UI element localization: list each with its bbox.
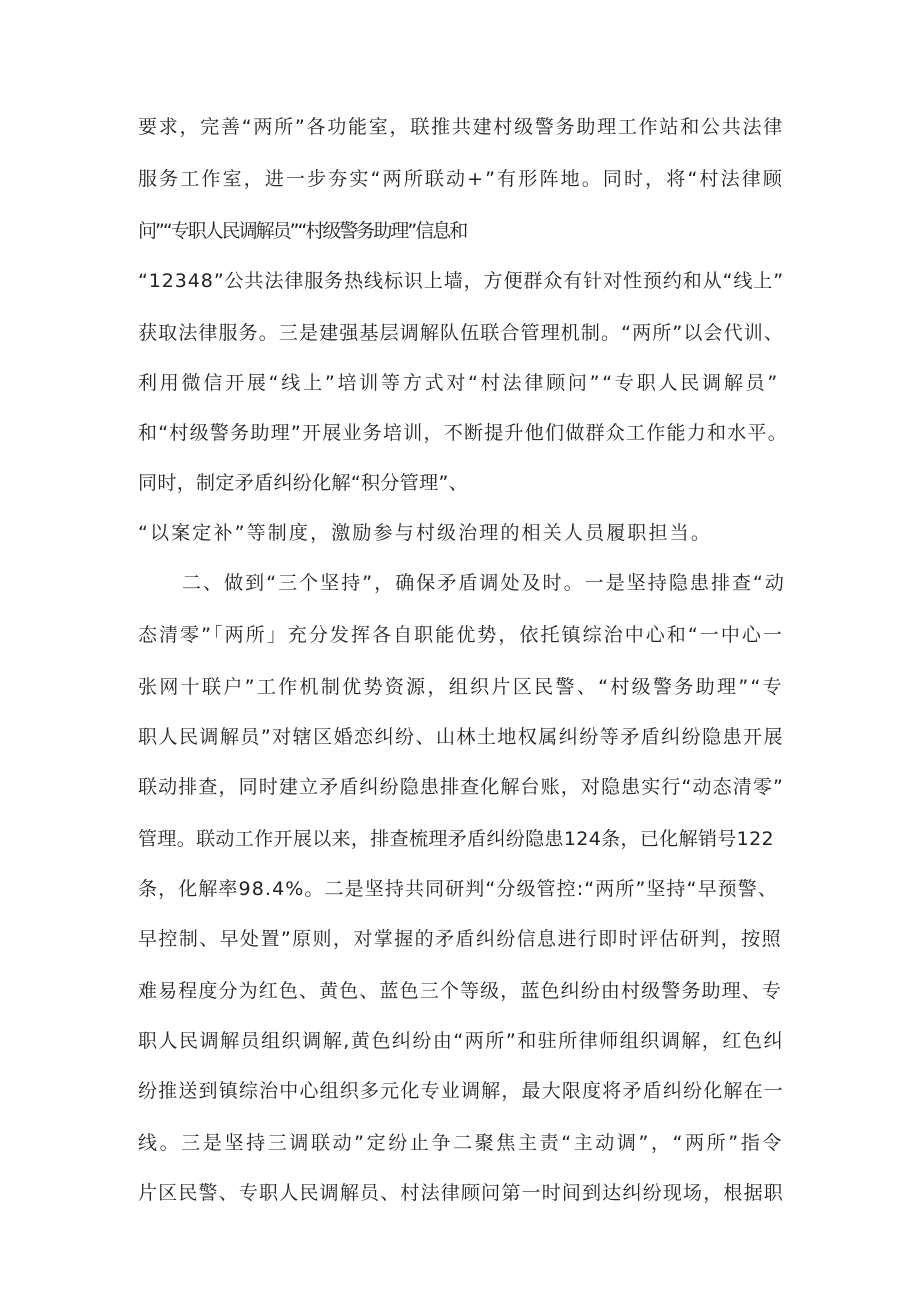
text-line: 管理。联动工作开展以来，排查梳理矛盾纠纷隐患124条，已化解销号122 (138, 828, 774, 850)
text-line: 线。三是坚持三调联动”定纷止争二聚焦主责“主动调”，“两所”指令 (138, 1132, 784, 1154)
text-line: 同时，制定矛盾纠纷化解“积分管理”、 (138, 472, 468, 494)
text-line: 职人民调解员组织调解,黄色纠纷由“两所”和驻所律师组织调解，红色纠 (138, 1030, 784, 1052)
text-line: 态清零”「两所」充分发挥各自职能优势，依托镇综治中心和“一中心一 (138, 624, 784, 646)
text-line: “以案定补”等制度，激励参与村级治理的相关人员履职担当。 (138, 522, 712, 544)
paragraph-first-line: 二、做到“三个坚持”，确保矛盾调处及时。一是坚持隐患排查“动 (182, 572, 786, 594)
text-line: 纷推送到镇综治中心组织多元化专业调解，最大限度将矛盾纠纷化解在一 (138, 1080, 784, 1102)
text-line: 和“村级警务助理”开展业务培训，不断提升他们做群众工作能力和水平。 (138, 422, 788, 444)
text-line: 联动排查，同时建立矛盾纠纷隐患排查化解台账，对隐患实行“动态清零” (138, 776, 784, 798)
text-line: 服务工作室，进一步夯实“两所联动+”有形阵地。同时，将“村法律顾 (138, 168, 784, 190)
text-line: 难易程度分为红色、黄色、蓝色三个等级，蓝色纠纷由村级警务助理、专 (138, 980, 782, 1002)
text-line: 条，化解率98.4%。二是坚持共同研判“分级管控:“两所”坚持“早预警、 (138, 878, 778, 900)
text-line: 要求，完善“两所”各功能室，联推共建村级警务助理工作站和公共法律 (138, 116, 784, 138)
text-line: 早控制、早处置”原则，对掌握的矛盾纠纷信息进行即时评估研判，按照 (138, 928, 782, 950)
text-line: 问”“专职人民调解员”“村级警务助理”信息和 (138, 220, 467, 242)
text-line: 职人民调解员”对辖区婚恋纠纷、山林土地权属纠纷等矛盾纠纷隐患开展 (138, 726, 784, 748)
text-line: 获取法律服务。三是建强基层调解队伍联合管理机制。“两所”以会代训、 (138, 322, 784, 344)
text-line: 张网十联户”工作机制优势资源，组织片区民警、“村级警务助理”“专 (138, 676, 784, 698)
text-line: 片区民警、专职人民调解员、村法律顾问第一时间到达纠纷现场，根据职 (138, 1182, 784, 1204)
text-line: 利用微信开展“线上”培训等方式对“村法律顾问”“专职人民调解员” (138, 372, 780, 394)
text-line: “12348”公共法律服务热线标识上墙，方便群众有针对性预约和从“线上” (138, 270, 784, 292)
